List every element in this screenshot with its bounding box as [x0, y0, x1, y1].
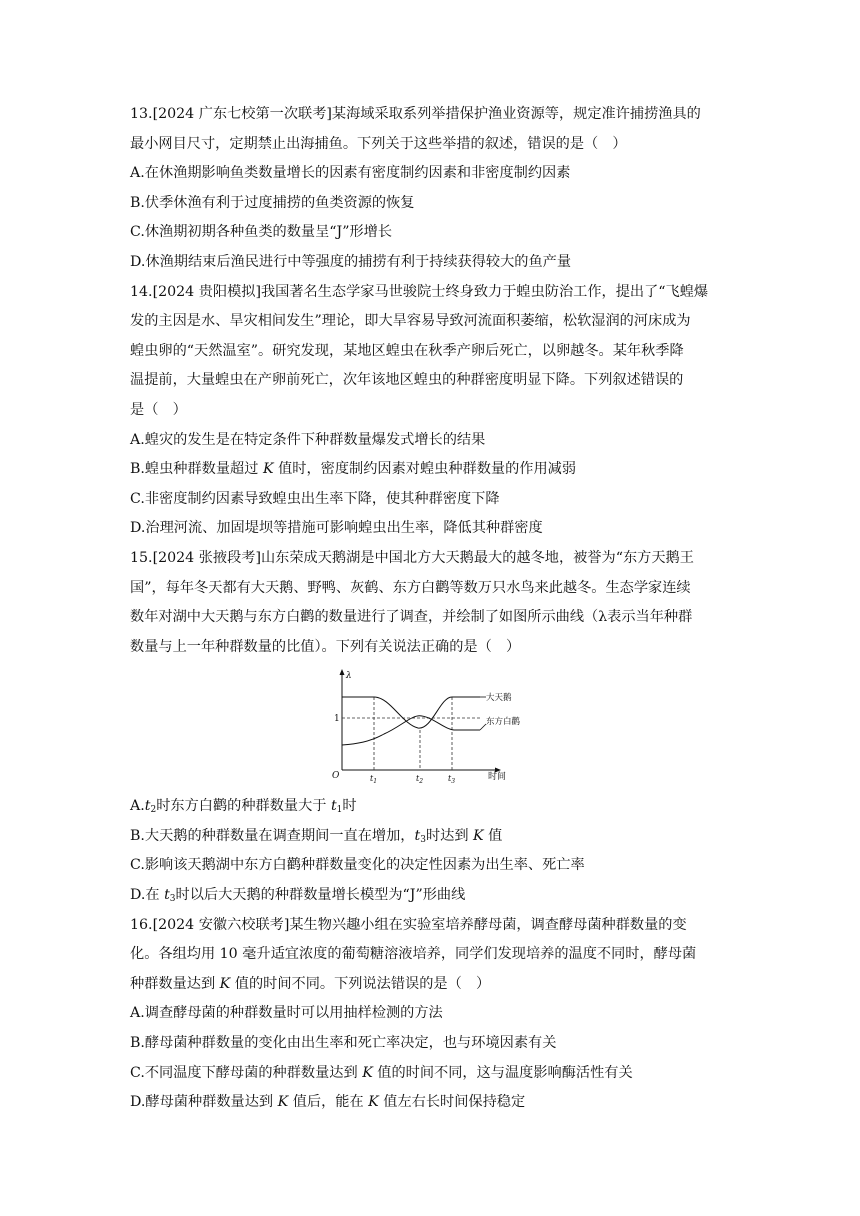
q16-option-c — [130, 1059, 730, 1089]
origin-label: O — [332, 771, 340, 782]
q16-option-d-k2: K — [368, 1094, 379, 1111]
q15-option-a-sub2: 1 — [336, 805, 343, 816]
q14-option-b-pre: B.蝗虫种群数量超过 — [130, 461, 263, 478]
q15-option-b — [130, 822, 730, 852]
q14-stem-line1: 14.[2024 贵阳模拟]我国著名生态学家马世骏院士终身致力于蝗虫防治工作，提出了“飞蝗爆 — [130, 283, 709, 300]
exam-page — [130, 100, 730, 1118]
q13-stem-line1: 13.[2024 广东七校第一次联考]某海域采取系列举措保护渔业资源等，规定准许捕捞渔具的 — [130, 106, 701, 122]
q16-stem-line3 — [130, 970, 730, 1000]
q14-stem-line5: 是（ ） — [130, 401, 187, 418]
q13-option-a: A.在休渔期影响鱼类数量增长的因素有密度制约因素和非密度制约因素 — [130, 165, 571, 182]
q13-stem-line2: 最小网目尺寸，定期禁止出海捕鱼。下列关于这些举措的叙述，错误的是（ ） — [130, 135, 627, 152]
stork-curve — [342, 716, 480, 745]
q16-option-d-mid: 值后，能在 — [288, 1094, 369, 1111]
q15-option-a-pre: A. — [130, 798, 145, 815]
q13-option-d: D.休渔期结束后渔民进行中等强度的捕捞有利于持续获得较大的鱼产量 — [130, 253, 572, 270]
t1-label: t — [370, 774, 374, 784]
svg-text:t1 — [370, 774, 377, 785]
q16-stem-line3-k: K — [219, 975, 231, 992]
q15-option-d-t: t — [164, 887, 170, 904]
y-axis-label: λ — [346, 671, 352, 682]
q16-stem-line3-post: 值的时间不同。下列说法错误的是（ ） — [230, 975, 491, 992]
q16-stem-line1: 16.[2024 安徽六校联考]某生物兴趣小组在实验室培养酵母菌，调查酵母菌种群数量的变 — [130, 916, 687, 933]
q15-option-a-t2: t — [330, 798, 337, 815]
q13-option-b: B.伏季休渔有利于过度捕捞的鱼类资源的恢复 — [130, 194, 415, 211]
q14-stem-line3: 蝗虫卵的“天然温室”。研究发现，某地区蝗虫在秋季产卵后死亡，以卵越冬。某年秋季降 — [130, 342, 684, 359]
q15-option-d — [130, 881, 730, 911]
q16-option-c-pre: C.不同温度下酵母菌的种群数量达到 — [130, 1064, 363, 1081]
q16-stem-line3-pre: 种群数量达到 — [130, 975, 220, 992]
q15-option-b-pre: B.大天鹅的种群数量在调查期间一直在增加， — [130, 827, 415, 844]
q16-option-d-post: 值左右长时间保持稳定 — [378, 1094, 526, 1111]
q16-option-c-k: K — [362, 1064, 373, 1081]
q16-option-d-k: K — [277, 1094, 289, 1111]
q15-stem-line1: 15.[2024 张掖段考]山东荣成天鹅湖是中国北方大天鹅最大的越冬地，被誉为“东方天鹅王 — [130, 549, 694, 566]
q16-option-d-pre: D.酵母菌种群数量达到 — [130, 1094, 278, 1111]
q15-stem-line2: 国”，每年冬天都有大天鹅、野鸭、灰鹤、东方白鹳等数万只水鸟来此越冬。生态学家连续 — [130, 579, 691, 596]
q16-option-c-post: 值的时间不同，这与温度影响酶活性有关 — [372, 1064, 633, 1081]
q14-stem-line2: 发的主因是水、旱灾相间发生”理论，即大旱容易导致河流面积萎缩，松软湿润的河床成为 — [130, 313, 691, 330]
q15-option-a-mid: 时东方白鹳的种群数量大于 — [156, 798, 331, 815]
q14-stem-line4: 温提前，大量蝗虫在产卵前死亡，次年该地区蝗虫的种群密度明显下降。下列叙述错误的 — [130, 372, 684, 389]
swan-curve — [342, 697, 480, 728]
q16-stem-line2: 化。各组均用 10 毫升适宜浓度的葡萄糖溶液培养，同学们发现培养的温度不同时，酵母菌 — [130, 946, 697, 963]
q14-option-b-k: K — [262, 461, 274, 478]
q16-option-b: B.酵母菌种群数量的变化由出生率和死亡率决定，也与环境因素有关 — [130, 1035, 557, 1052]
q15-option-b-sub: 3 — [420, 834, 426, 845]
q15-option-a-sub: 2 — [150, 805, 157, 816]
t3-sub: 3 — [451, 778, 456, 786]
q15-option-b-post: 值 — [483, 827, 503, 844]
q14-option-b — [130, 455, 730, 485]
lambda-chart — [326, 666, 536, 786]
t1-sub: 1 — [373, 778, 378, 786]
svg-text:t2 — [416, 774, 423, 785]
q15-option-b-t: t — [414, 827, 421, 844]
q15-option-b-k: K — [473, 827, 484, 844]
swan-label: 大天鹅 — [486, 693, 512, 704]
lambda-figure — [130, 662, 730, 792]
stork-label: 东方白鹳 — [486, 717, 521, 728]
q16-option-a: A.调查酵母菌的种群数量时可以用抽样检测的方法 — [130, 1005, 443, 1022]
t3-label: t — [448, 774, 452, 784]
q15-stem-line3: 数年对湖中大天鹅与东方白鹳的数量进行了调查，并绘制了如图所示曲线（λ表示当年种群 — [130, 609, 693, 626]
q15-stem-line4: 数量与上一年种群数量的比值）。下列有关说法正确的是（ ） — [130, 638, 521, 655]
q15-option-c: C.影响该天鹅湖中东方白鹳种群数量变化的决定性因素为出生率、死亡率 — [130, 857, 585, 874]
q15-option-b-mid: 时达到 — [425, 827, 474, 844]
t2-sub: 2 — [419, 778, 424, 786]
q15-option-a-t: t — [144, 798, 151, 815]
q14-option-b-post: 值时，密度制约因素对蝗虫种群数量的作用减弱 — [273, 461, 577, 478]
q15-option-d-sub: 3 — [169, 894, 176, 905]
q13-option-c: C.休渔期初期各种鱼类的数量呈“J”形增长 — [130, 224, 393, 241]
q15-option-a-post: 时 — [342, 798, 357, 815]
q16-option-d — [130, 1088, 730, 1118]
y-tick-1: 1 — [334, 714, 340, 725]
q14-option-a: A.蝗灾的发生是在特定条件下种群数量爆发式增长的结果 — [130, 431, 486, 448]
t2-label: t — [416, 774, 420, 784]
q14-option-c: C.非密度制约因素导致蝗虫出生率下降，使其种群密度下降 — [130, 490, 500, 507]
q15-option-d-pre: D.在 — [130, 887, 165, 904]
q14-option-d: D.治理河流、加固堤坝等措施可影响蝗虫出生率，降低其种群密度 — [130, 520, 543, 537]
x-axis-label: 时间 — [488, 772, 507, 783]
q15-option-a — [130, 792, 730, 822]
q15-option-d-post: 时以后大天鹅的种群数量增长模型为“J”形曲线 — [175, 887, 466, 904]
svg-text:t3 — [448, 774, 455, 785]
y-axis-arrow — [340, 669, 345, 675]
